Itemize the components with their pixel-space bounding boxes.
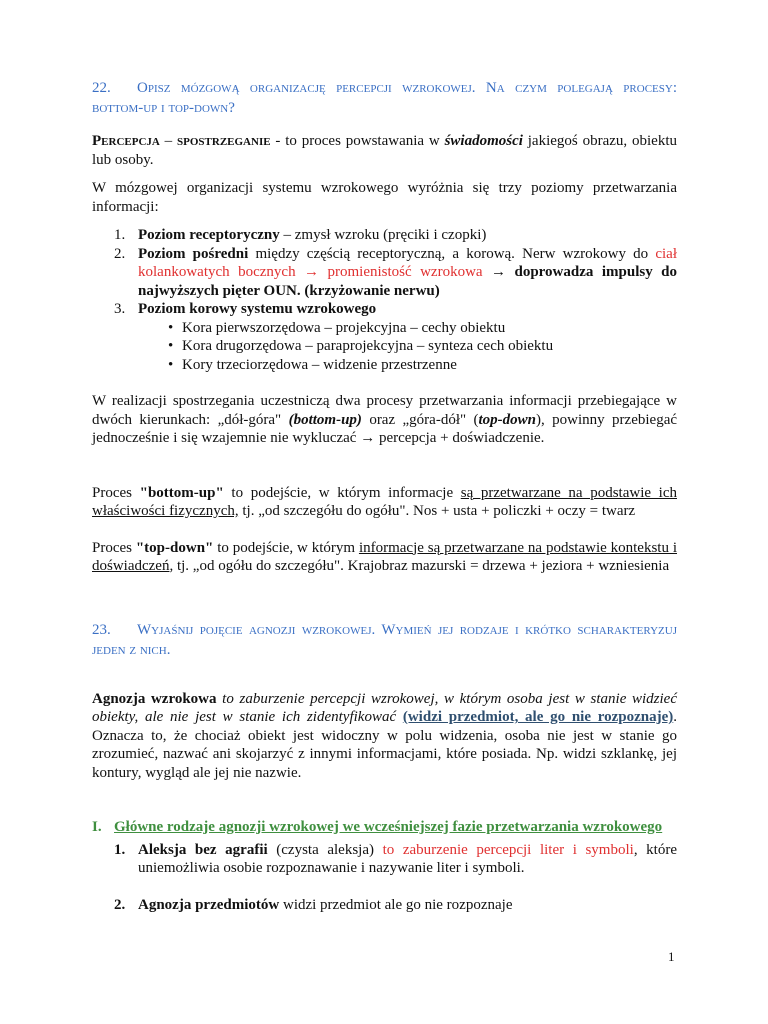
term-swiadomosci: świadomości (444, 133, 523, 149)
bullet-icon: • (168, 338, 174, 354)
arrow-icon: → (295, 264, 328, 280)
top-down-paragraph: Proces "top-down" to podejście, w którym informacje są przetwarzane na podstawie kontekstu i doświadczeń, tj. „od ogółu do szczegółu". Krajobraz mazurski = drzewa + jeziora + wzniesienia (92, 539, 677, 574)
cortex-bullet-item: • Kora drugorzędowa – paraprojekcyjna – synteza cech obiektu (168, 338, 554, 354)
page-number: 1 (668, 949, 675, 964)
perception-definition: Percepcja – spostrzeganie - to proces powstawania w świadomości jakiegoś obrazu, obiektu lub osoby. (92, 133, 677, 168)
term-spostrzeganie: spostrzeganie (177, 133, 271, 149)
level-3: 3. Poziom korowy systemu wzrokowego (114, 301, 377, 317)
lateral-geniculate-text: ciał kolankowatych bocznych (138, 245, 678, 280)
cortex-bullet-item: • Kora pierwszorzędowa – projekcyjna – cechy obiektu (168, 319, 506, 336)
question-23-heading (92, 620, 677, 660)
agnosia-paragraph: Agnozja wzrokowa to zaburzenie percepcji wzrokowej, w którym osoba jest w stanie widzieć obiekty, ale nie jest w stanie ich zidentyfikować (widzi przedmiot, ale go nie rozpoznaje). Oznacza to, że chociaż obiekt jest widoczny w polu widzenia, osoba nie jest w stanie go zrozumieć, nazwać ani skojarzyć z innymi informacjami, które posiada. Np. widzi szklankę, jej kontury, wygląd ale jej nie nazwie. (92, 690, 678, 781)
agnosia-types-list (92, 841, 677, 915)
realization-paragraph: W realizacji spostrzegania uczestniczą dwa procesy przetwarzania informacji przebiegające w dwóch kierunkach: „dół-góra" (bottom-up) oraz „góra-dół" (top-down), powinny przebiegać jednocześnie i się wzajemnie nie wykluczać → percepcja + doświadczenie. (92, 393, 678, 446)
agnosia-type-1: 1. Aleksja bez agrafii (czysta aleksja) to zaburzenie percepcji liter i symboli, które uniemożliwia osobie rozpoznawanie i nazywanie liter i symboli. (114, 841, 677, 876)
levels-intro: W mózgowej organizacji systemu wzrokowego wyróżnia się trzy poziomy przetwarzania informacji: (92, 180, 677, 215)
level-2: 2. Poziom pośredni między częścią receptoryczną, a korową. Nerw wzrokowy do ciał kolankowatych bocznych → promienistość wzrokowa → doprowadza impulsy do najwyższych pięter OUN. (krzyżowanie nerwu) (114, 245, 678, 299)
bullet-icon: • (168, 319, 174, 336)
bullet-icon: • (168, 356, 174, 373)
document-page (92, 78, 677, 914)
cortex-bullet-item: • Kory trzeciorzędowa – widzenie przestrzenne (168, 356, 457, 373)
question-22-title: Opisz mózgową organizację percepcji wzrokowej. Na czym polegają procesy: bottom-up i top-down? (92, 80, 677, 116)
level-1: 1. Poziom receptoryczny – zmysł wzroku (pręciki i czopki) (114, 227, 487, 243)
levels-list (92, 226, 677, 319)
cortex-bullets (92, 319, 677, 375)
arrow-icon: → (482, 264, 515, 280)
agnosia-type-2: 2. Agnozja przedmiotów widzi przedmiot ale go nie rozpoznaje (114, 896, 513, 913)
bottom-up-paragraph: Proces "bottom-up" to podejście, w którym informacje są przetwarzane na podstawie ich właściwości fizycznych, tj. „od szczegółu do ogółu". Nos + usta + policzki + oczy = twarz (92, 484, 677, 519)
question-23-title: Wyjaśnij pojęcie agnozji wzrokowej. Wymień jej rodzaje i krótko scharakteryzuj jeden z nich. (92, 621, 677, 658)
optic-radiation-text: promienistość wzrokowa (327, 264, 483, 280)
question-23-number: 23. (92, 621, 111, 638)
section-I-heading: I. Główne rodzaje agnozji wzrokowej we wcześniejszej fazie przetwarzania wzrokowego (92, 819, 663, 835)
question-22-number: 22. (92, 80, 111, 96)
term-percepcja: Percepcja (92, 133, 160, 149)
question-22-heading (92, 78, 677, 118)
